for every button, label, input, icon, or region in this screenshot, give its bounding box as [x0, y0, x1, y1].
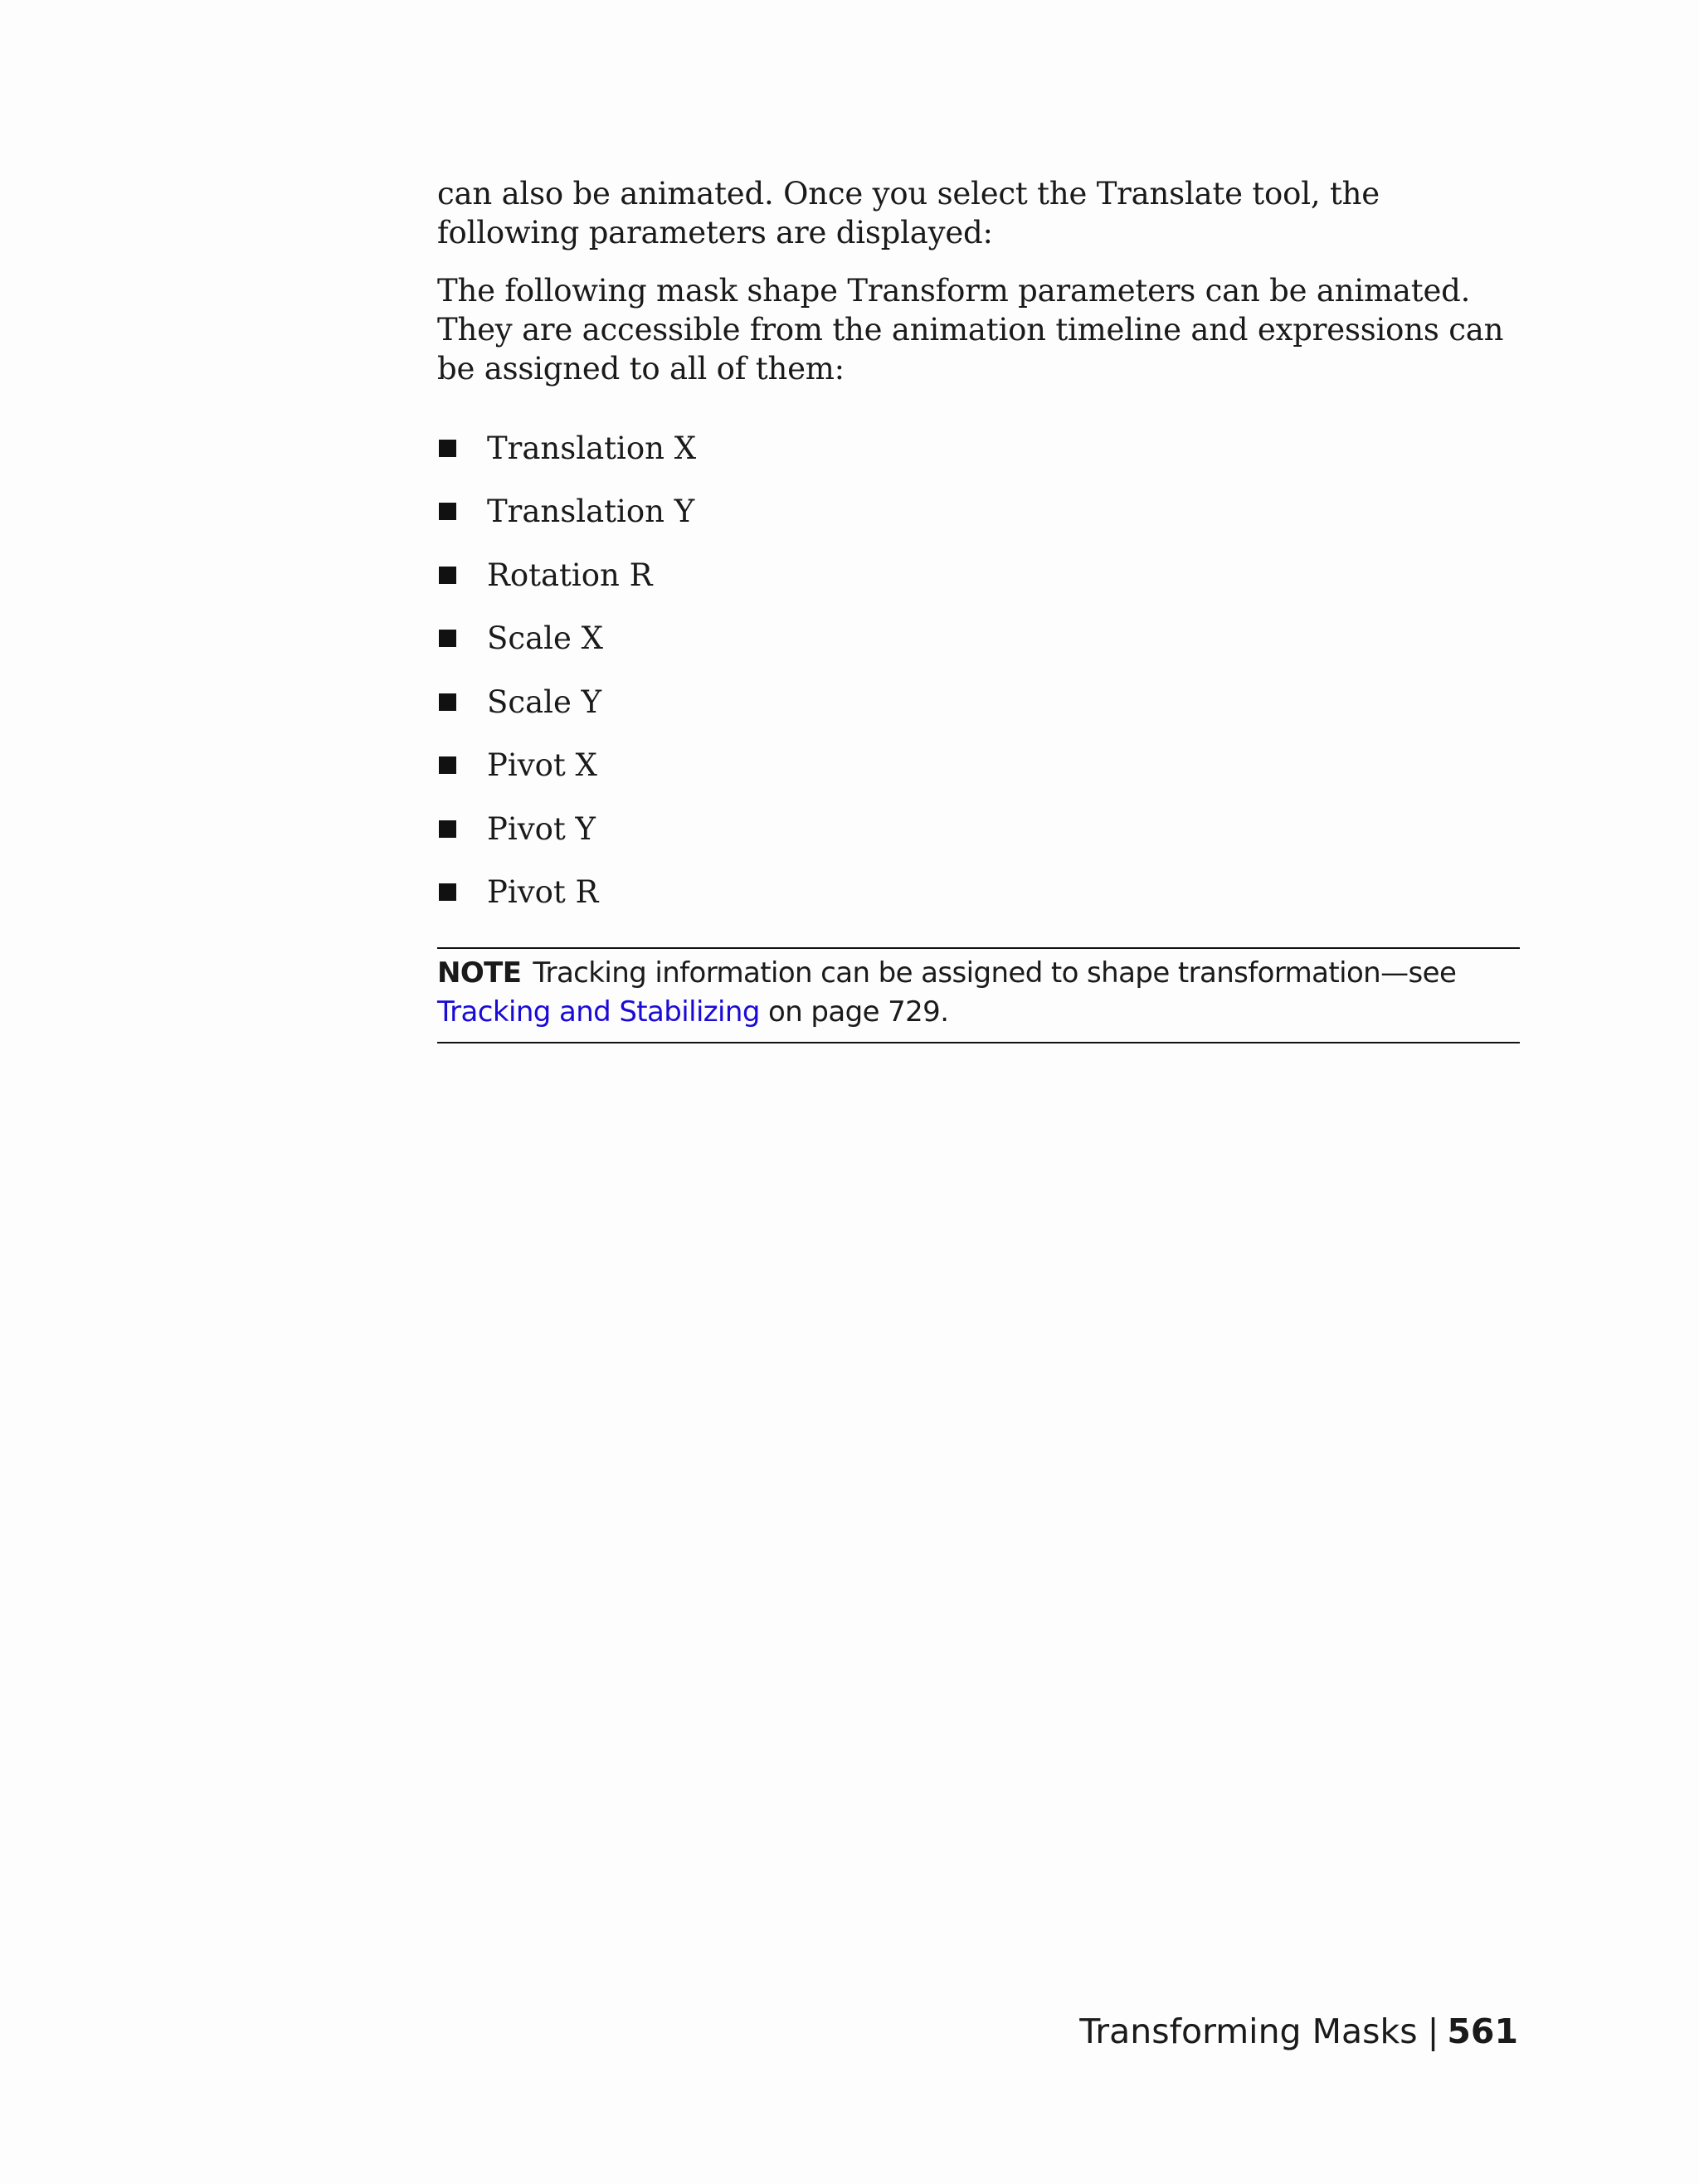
bullet-square-icon: [439, 630, 456, 647]
list-item: [437, 734, 1520, 798]
list-item-label: Pivot Y: [487, 810, 596, 847]
bullet-square-icon: [439, 820, 456, 838]
list-item: [437, 607, 1520, 671]
list-item: [437, 797, 1520, 861]
list-item: [437, 861, 1520, 925]
note-suffix: on page 729.: [759, 995, 949, 1029]
paragraph-parameters: The following mask shape Transform parameters can be animated. They are accessible from the animation timeline and expressions can be assigned to all of them:: [437, 273, 1504, 387]
list-item-label: Translation Y: [487, 494, 695, 530]
bullet-square-icon: [439, 756, 456, 774]
footer-section-title: Transforming Masks: [1079, 2011, 1418, 2051]
note-label: NOTE: [437, 956, 522, 990]
note-box: [437, 947, 1520, 1043]
paragraph-intro: can also be animated. Once you select the Translate tool, the following parameters are displayed:: [437, 176, 1380, 251]
bullet-square-icon: [439, 693, 456, 711]
page-number: 561: [1447, 2011, 1518, 2051]
page-footer: [1079, 2011, 1518, 2051]
bullet-square-icon: [439, 567, 456, 584]
list-item-label: Pivot R: [487, 874, 599, 911]
parameter-list: [437, 416, 1520, 924]
list-item-label: Rotation R: [487, 557, 653, 593]
bullet-square-icon: [439, 883, 456, 901]
tracking-and-stabilizing-link[interactable]: Tracking and Stabilizing: [437, 995, 760, 1029]
page-content: [437, 174, 1520, 1043]
list-item-label: Scale Y: [487, 683, 602, 720]
bullet-square-icon: [439, 503, 456, 520]
list-item-label: Scale X: [487, 620, 603, 657]
bullet-square-icon: [439, 440, 456, 457]
footer-separator: |: [1427, 2011, 1439, 2051]
list-item: [437, 543, 1520, 607]
list-item-label: Translation X: [487, 430, 697, 466]
list-item: [437, 416, 1520, 480]
list-item: [437, 670, 1520, 734]
note-text: Tracking information can be assigned to shape transformation—see: [533, 956, 1457, 990]
list-item-label: Pivot X: [487, 747, 597, 784]
list-item: [437, 480, 1520, 544]
